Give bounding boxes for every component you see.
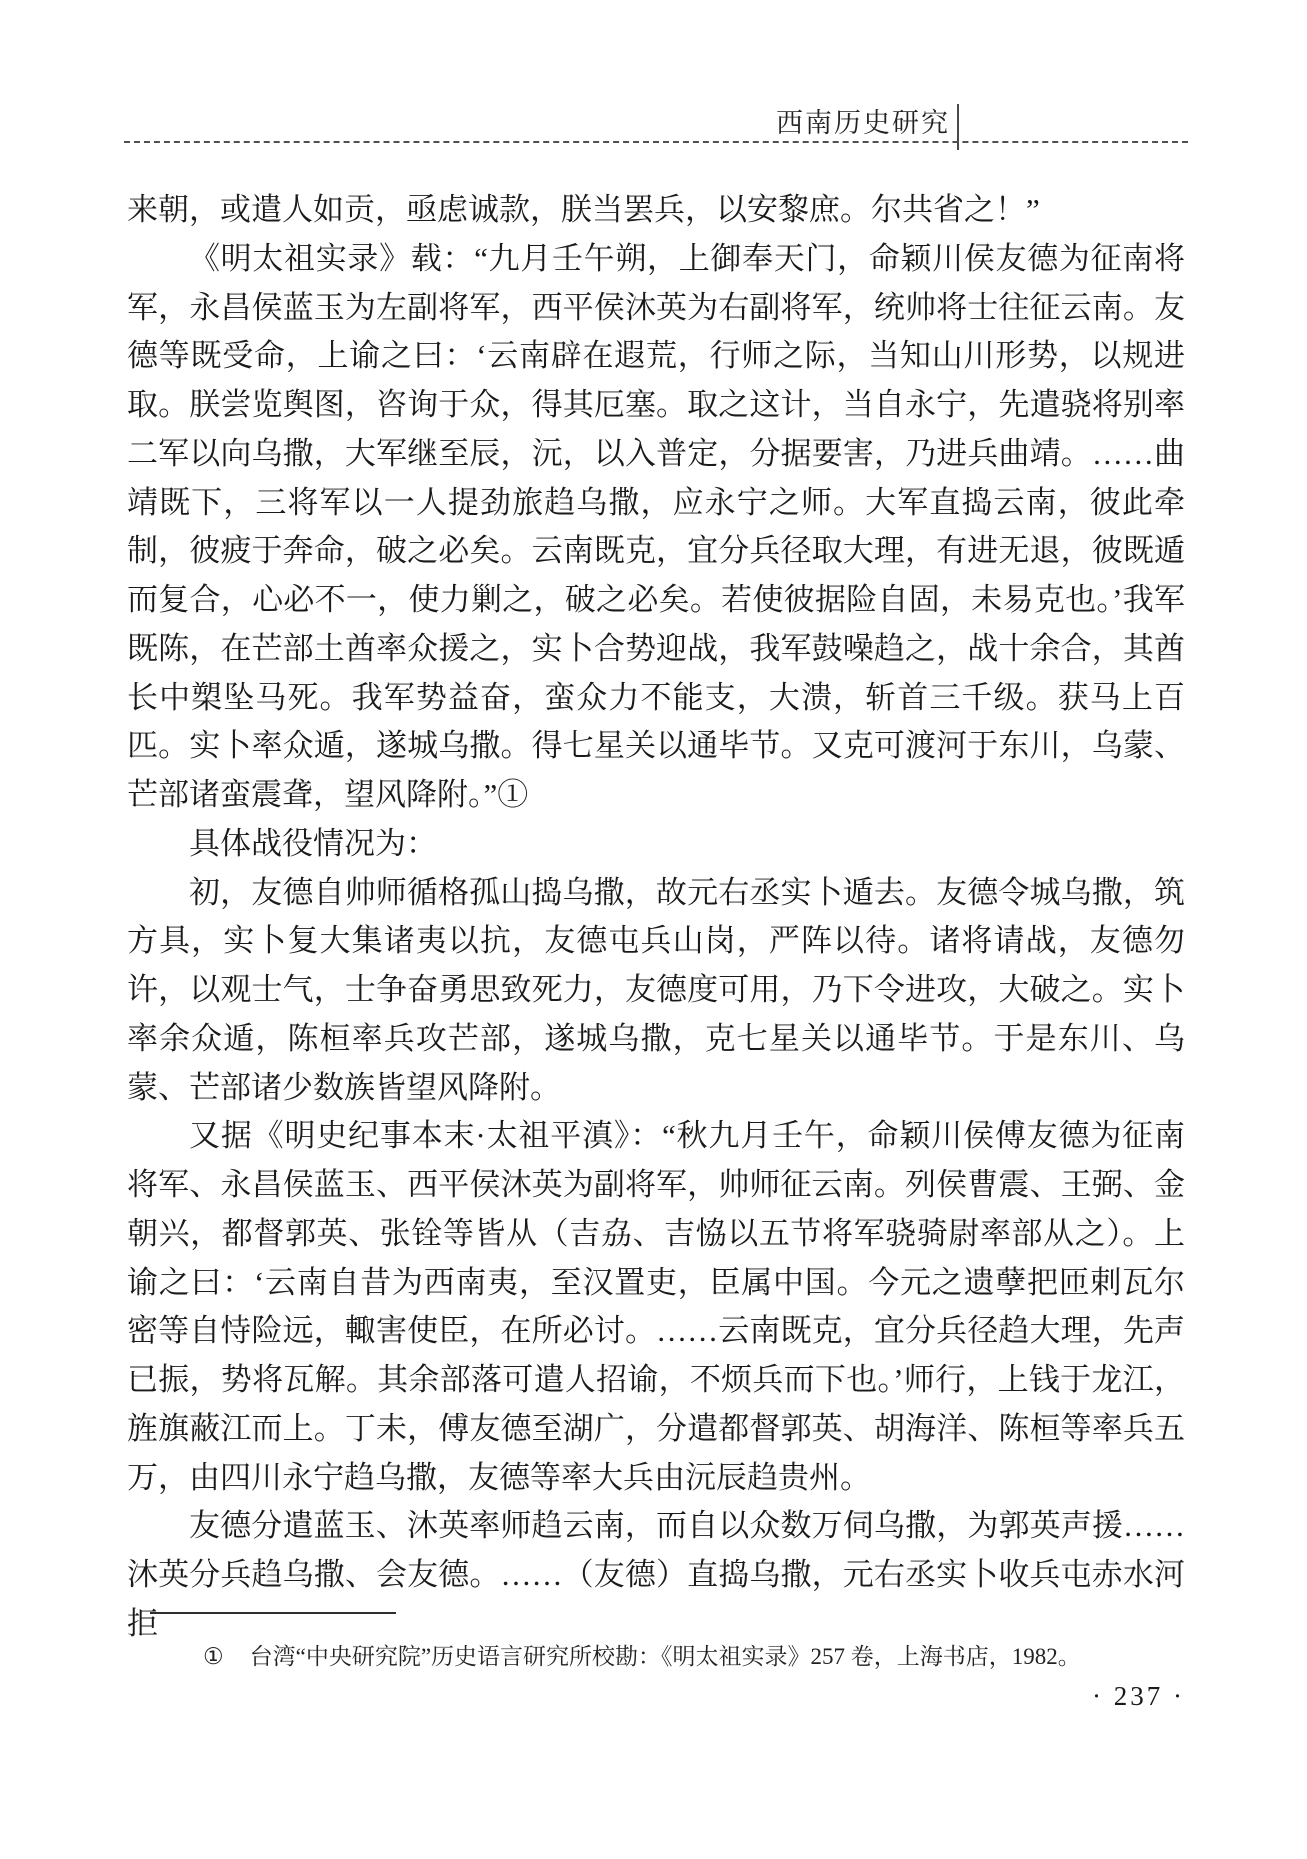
footnote-marker: ① — [203, 1644, 224, 1669]
body-paragraph: 《明太祖实录》载：“九月壬午朔，上御奉天门，命颖川侯友德为征南将军，永昌侯蓝玉为左副将军，西平侯沐英为右副将军，统帅将士往征云南。友德等既受命，上谕之曰：‘云南辟在遐荒，行师之际，当知山川形势，以规进取。朕尝览舆图，咨询于众，得其厄塞。取之这计，当自永宁，先遣骁将别率二军以向乌撒，大军继至辰，沅，以入普定，分据要害，乃进兵曲靖。……曲靖既下，三将军以一人提劲旅趋乌撒，应永宁之师。大军直捣云南，彼此牵制，彼疲于奔命，破之必矣。云南既克，宜分兵径取大理，有进无退，彼既遁而复合，心必不一，使力剿之，破之必矣。若使彼据险自固，未易克也。’我军既陈，在芒部土酋率众援之，实卜合势迎战，我军鼓噪趋之，战十余合，其酋长中槊坠马死。我军势益奋，蛮众力不能支，大溃，斩首三千级。获马上百匹。实卜率众遁，遂城乌撒。得七星关以通毕节。又克可渡河于东川，乌蒙、芒部诸蛮震聋，望风降附。”① — [127, 240, 1185, 812]
body-paragraph: 初，友德自帅师循格孤山捣乌撒，故元右丞实卜遁去。友德令城乌撒，筑方具，实卜复大集诸夷以抗，友德屯兵山岗，严阵以待。诸将请战，友德勿许，以观士气，士争奋勇思致死力，友德度可用，乃下令进攻，大破之。实卜率余众遁，陈桓率兵攻芒部，遂城乌撒，克七星关以通毕节。于是东川、乌蒙、芒部诸少数族皆望风降附。 — [127, 874, 1185, 1105]
running-head-dashed-rule — [124, 141, 1188, 143]
page-body — [127, 186, 1185, 1649]
body-paragraph: 具体战役情况为： — [189, 825, 437, 861]
footnote — [127, 1640, 1189, 1674]
footnote-separator-rule — [150, 1612, 396, 1614]
running-head-vertical-rule — [957, 104, 959, 150]
running-head-title: 西南历史研究 — [776, 108, 950, 138]
body-paragraph: 又据《明史纪事本末·太祖平滇》：“秋九月壬午，命颖川侯傅友德为征南将军、永昌侯蓝玉、西平侯沐英为副将军，帅师征云南。列侯曹震、王弼、金朝兴，都督郭英、张铨等皆从（吉劦、吉恊以五节将军骁骑尉率部从之）。上谕之曰：‘云南自昔为西南夷，至汉置吏，臣属中国。今元之遗孽把匝剌瓦尔密等自恃险远，輙害使臣，在所必讨。……云南既克，宜分兵径趋大理，先声已振，势将瓦解。其余部落可遣人招谕，不烦兵而下也。’师行，上钱于龙江，旌旗蔽江而上。丁未，傅友德至湖广，分遣都督郭英、胡海洋、陈桓等率兵五万，由四川永宁趋乌撒，友德等率大兵由沅辰趋贵州。 — [127, 1118, 1185, 1495]
body-paragraph-continuation: 来朝，或遣人如贡，亟虑诚款，朕当罢兵，以安黎庶。尔共省之！” — [127, 192, 1040, 227]
body-paragraph: 友德分遣蓝玉、沐英率师趋云南，而自以众数万伺乌撒，为郭英声援……沐英分兵趋乌撒、会友德。……（友德）直捣乌撒，元右丞实卜收兵屯赤水河拒 — [127, 1508, 1185, 1641]
footnote-text: 台湾“中央研究院”历史语言研究所校勘：《明太祖实录》257 卷，上海书店，1982。 — [249, 1644, 1081, 1669]
page-number: · 237 · — [1092, 1681, 1185, 1711]
